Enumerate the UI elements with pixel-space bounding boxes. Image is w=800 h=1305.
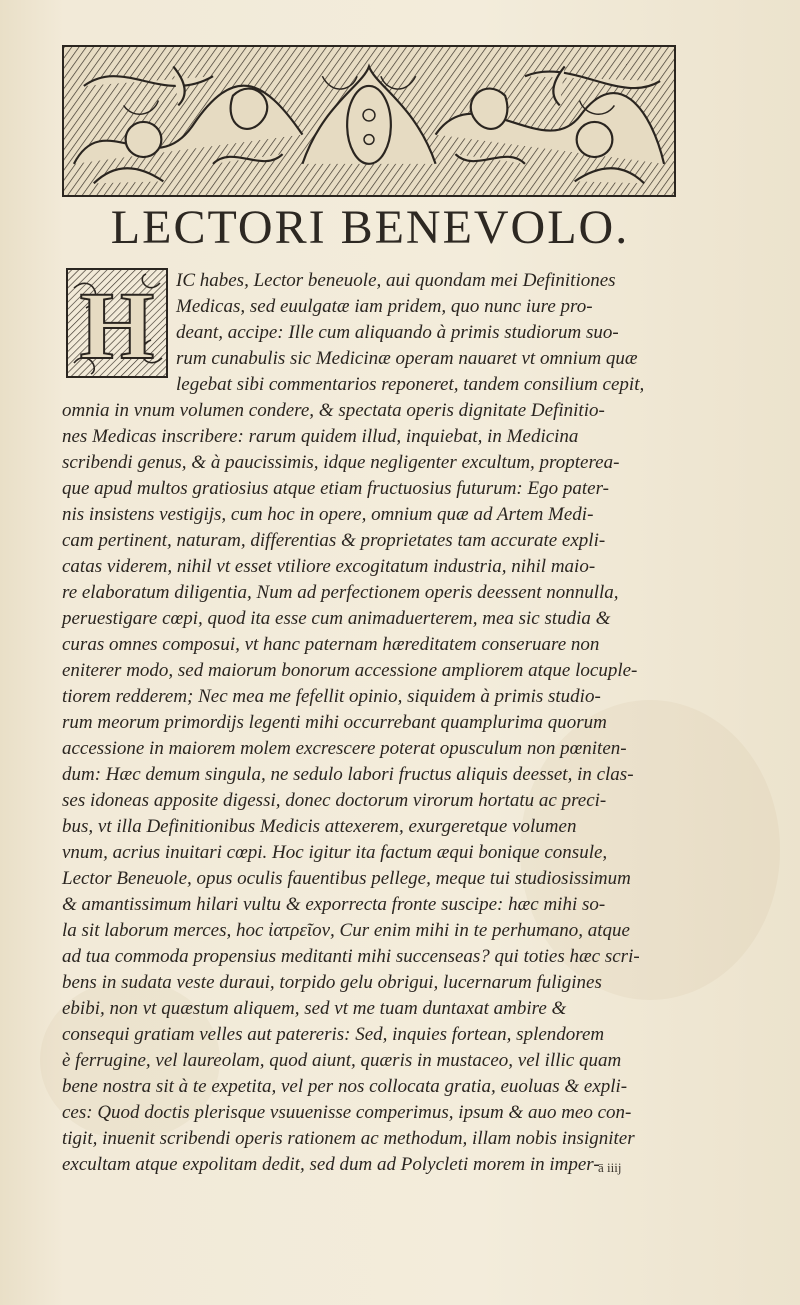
text-line: curas omnes composui, vt hanc paternam hæreditatem conseruare non (62, 634, 600, 655)
signature-mark: ā iiij (598, 1160, 622, 1175)
text-line: eniterer modo, sed maiorum bonorum accessione ampliorem atque locuple- (62, 660, 638, 681)
initial-letter-glyph: H (79, 272, 155, 379)
text-line: la sit laborum merces, hoc ἰατρεῖον, Cur enim mihi in te perhumano, atque (62, 920, 630, 941)
text-line: bus, vt illa Definitionibus Medicis attexerem, exurgeretque volumen (62, 816, 577, 837)
text-line: scribendi genus, & à paucissimis, idque negligenter excultum, propterea- (62, 452, 620, 473)
page-title: LECTORI BENEVOLO. (110, 201, 630, 254)
text-line: è ferrugine, vel laureolam, quod aiunt, quæris in mustaceo, vel illic quam (62, 1050, 622, 1071)
text-line: nis insistens vestigijs, cum hoc in opere, omnium quæ ad Artem Medi- (62, 504, 594, 525)
text-line: Medicas, sed euulgatæ iam pridem, quo nunc iure pro- (176, 296, 593, 317)
text-line: catas viderem, nihil vt esset vtiliore excogitatum industria, nihil maio- (62, 556, 596, 577)
text-line: re elaboratum diligentia, Num ad perfectionem operis deessent nonnulla, (62, 582, 619, 603)
text-line: tigit, inuenit scribendi operis rationem ac methodum, illam nobis insigniter (62, 1128, 635, 1149)
text-line: peruestigare cœpi, quod ita esse cum animaduerterem, mea sic studia & (62, 608, 611, 629)
text-line: ebibi, non vt quæstum aliquem, sed vt me tuam duntaxat ambire & (62, 998, 567, 1019)
text-line: consequi gratiam velles aut patereris: Sed, inquies fortean, splendorem (62, 1024, 605, 1045)
text-line: cam pertinent, naturam, differentias & proprietates tam accurate expli- (62, 530, 606, 551)
text-line: tiorem redderem; Nec mea me fefellit opinio, siquidem à primis studio- (62, 686, 601, 707)
text-line: Lector Beneuole, opus oculis fauentibus pellege, meque tui studiosissimum (62, 868, 631, 889)
text-line: nes Medicas inscribere: rarum quidem illud, inquiebat, in Medicina (62, 426, 579, 447)
initial-letter-ornament (66, 268, 170, 380)
decorative-headpiece (62, 45, 676, 197)
ornament-engraving (64, 47, 674, 195)
text-line: ad tua commoda propensius meditanti mihi succenseas? qui toties hæc scri- (62, 946, 640, 967)
text-line: excultam atque expolitam dedit, sed dum ad Polycleti morem in imper- (62, 1154, 600, 1175)
text-line: rum cunabulis sic Medicinæ operam nauaret vt omnium quæ (176, 348, 638, 369)
text-line: & amantissimum hilari vultu & exporrecta fronte suscipe: hæc mihi so- (62, 894, 606, 915)
text-line: legebat sibi commentarios reponeret, tandem consilium cepit, (176, 374, 645, 395)
text-line: accessione in maiorem molem excrescere poterat opusculum non pœniten- (62, 738, 627, 759)
text-line: ses idoneas apposite digessi, donec doctorum virorum hortatu ac preci- (62, 790, 607, 811)
text-line: bene nostra sit à te expetita, vel per nos collocata gratia, euoluas & expli- (62, 1076, 628, 1097)
text-line: dum: Hæc demum singula, ne sedulo labori fructus aliquis deesset, in clas- (62, 764, 634, 785)
decorated-initial-letter (66, 268, 170, 380)
text-line: deant, accipe: Ille cum aliquando à primis studiorum suo- (176, 322, 619, 343)
text-line: bens in sudata veste duraui, torpido gelu obrigui, lucernarum fuligines (62, 972, 602, 993)
text-line: ces: Quod doctis plerisque vsuuenisse comperimus, ipsum & auo meo con- (62, 1102, 632, 1123)
text-line: que apud multos gratiosius atque etiam fructuosius futurum: Ego pater- (62, 478, 609, 499)
text-line: rum meorum primordijs legenti mihi occurrebant quamplurima quorum (62, 712, 607, 733)
text-line: IC habes, Lector beneuole, aui quondam mei Definitiones (176, 270, 616, 291)
text-line: omnia in vnum volumen condere, & spectata operis dignitate Definitio- (62, 400, 605, 421)
text-line: vnum, acrius inuitari cœpi. Hoc igitur ita factum æqui bonique consule, (62, 842, 608, 863)
